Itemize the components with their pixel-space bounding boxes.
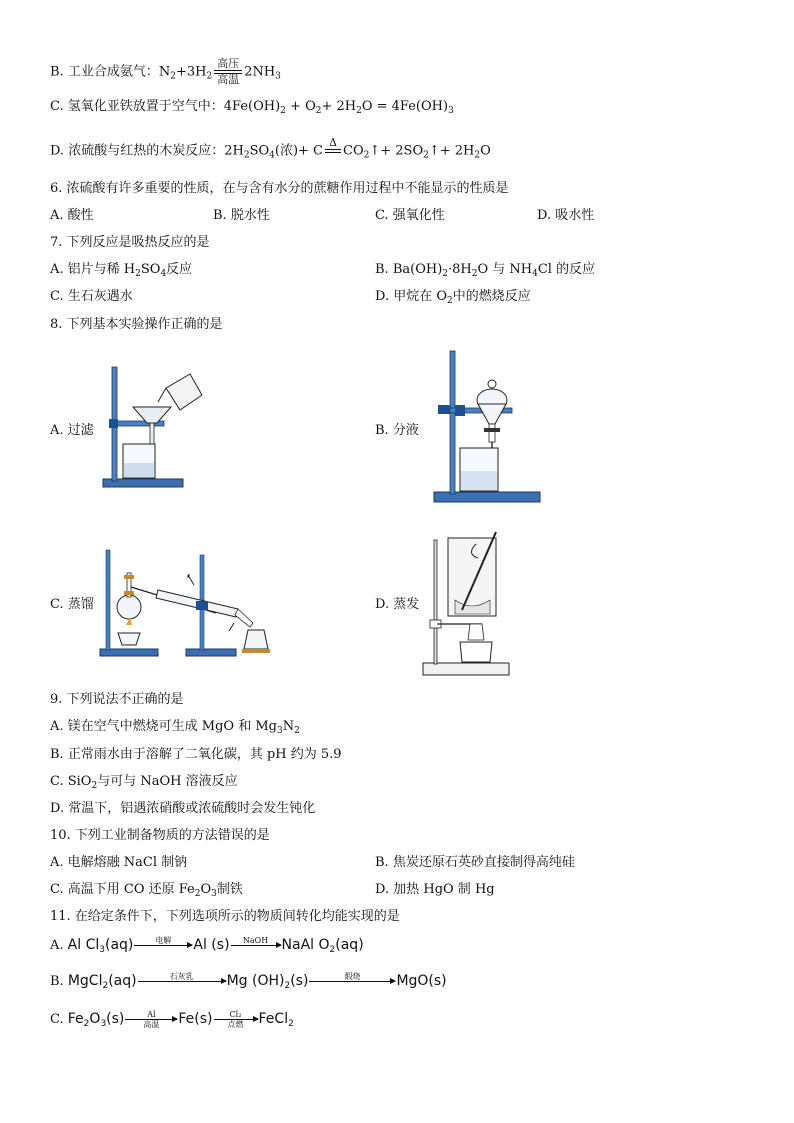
q10-option-d: D. 加热 HgO 制 Hg <box>375 882 495 897</box>
q11-stem: 11. 在给定条件下，下列选项所示的物质间转化均能实现的是 <box>50 909 400 924</box>
evaporation-apparatus-image <box>420 530 520 680</box>
q8-option-c-label: C. 蒸馏 <box>50 597 94 612</box>
q10-option-a: A. 电解熔融 NaCl 制钠 <box>50 855 188 870</box>
q9-option-b: B. 正常雨水由于溶解了二氧化碳，其 pH 约为 5.9 <box>50 747 342 762</box>
q9-option-a: A. 镁在空气中燃烧可生成 MgO 和 $Mg_3N_2$ <box>50 719 300 736</box>
heat-condition: Δ <box>325 137 341 165</box>
reaction-arrow: 石灰乳 <box>138 972 226 991</box>
q9-option-c: C. SiO$_2$与可与 NaOH 溶液反应 <box>50 774 238 791</box>
reaction-arrow: Al 高温 <box>125 1010 177 1029</box>
q5-option-c: C. 氢氧化亚铁放置于空气中：$4Fe(OH)_2 + O_2+ 2H_2O = 4Fe(OH)_3$ <box>50 99 454 116</box>
q8-option-d-label: D. 蒸发 <box>375 597 420 612</box>
q7-option-d: D. 甲烷在 $O_2$中的燃烧反应 <box>375 289 531 306</box>
reaction-arrow: Cl₂ 点燃 <box>214 1010 258 1029</box>
q11-option-c: C. $Fe_2O_3(s)$ Al 高温 Fe(s) Cl₂ 点燃 FeCl$_2$ <box>50 1010 294 1029</box>
reaction-arrow: 煅烧 <box>309 972 395 991</box>
q11-option-a: A. Al $Cl_3(aq)$ 电解 Al (s) NaOH NaAl $O_2(aq)$ <box>50 936 364 955</box>
q6-option-d: D. 吸水性 <box>537 208 595 223</box>
q7-option-a: A. 铝片与稀 $H_2SO_4$反应 <box>50 262 193 279</box>
q10-option-c: C. 高温下用 CO 还原 $Fe_2O_3$制铁 <box>50 882 243 899</box>
q6-option-a: A. 酸性 <box>50 208 94 223</box>
q6-option-c: C. 强氧化性 <box>375 208 445 223</box>
distillation-apparatus-image <box>98 545 273 660</box>
q8-stem: 8. 下列基本实验操作正确的是 <box>50 317 223 332</box>
reaction-condition: 高压 高温 <box>214 58 242 86</box>
q11-option-b: B. MgCl$_2$(aq) 石灰乳 Mg $(OH)_2(s)$ 煅烧 MgO(s) <box>50 972 447 991</box>
separation-apparatus-image <box>432 348 544 506</box>
q8-option-b-label: B. 分液 <box>375 423 419 438</box>
q7-option-c: C. 生石灰遇水 <box>50 289 133 304</box>
q9-stem: 9. 下列说法不正确的是 <box>50 692 184 707</box>
q10-option-b: B. 焦炭还原石英砂直接制得高纯硅 <box>375 855 575 870</box>
q7-option-b: B. $Ba(OH)_2\cdot 8H_2O$ 与 $NH_4Cl$ 的反应 <box>375 262 596 279</box>
reaction-arrow: NaOH <box>231 936 281 955</box>
filtration-apparatus-image <box>100 362 210 492</box>
q10-stem: 10. 下列工业制备物质的方法错误的是 <box>50 828 270 843</box>
q6-option-b: B. 脱水性 <box>213 208 270 223</box>
q7-stem: 7. 下列反应是吸热反应的是 <box>50 235 210 250</box>
q9-option-d: D. 常温下，铝遇浓硝酸或浓硫酸时会发生钝化 <box>50 801 316 816</box>
q8-option-a-label: A. 过滤 <box>50 423 94 438</box>
q5-option-b: B. 工业合成氨气：$N_2+3H_2$ 高压 高温 $2NH_3$ <box>50 57 281 86</box>
reaction-arrow: 电解 <box>134 936 192 955</box>
q5-option-d: D. 浓硫酸与红热的木炭反应：$2H_2SO_4$(浓)+ C Δ $CO_2↑+$ $2SO_2↑+ 2H_2O$ <box>50 137 491 165</box>
q6-stem: 6. 浓硫酸有许多重要的性质，在与含有水分的蔗糖作用过程中不能显示的性质是 <box>50 181 509 196</box>
